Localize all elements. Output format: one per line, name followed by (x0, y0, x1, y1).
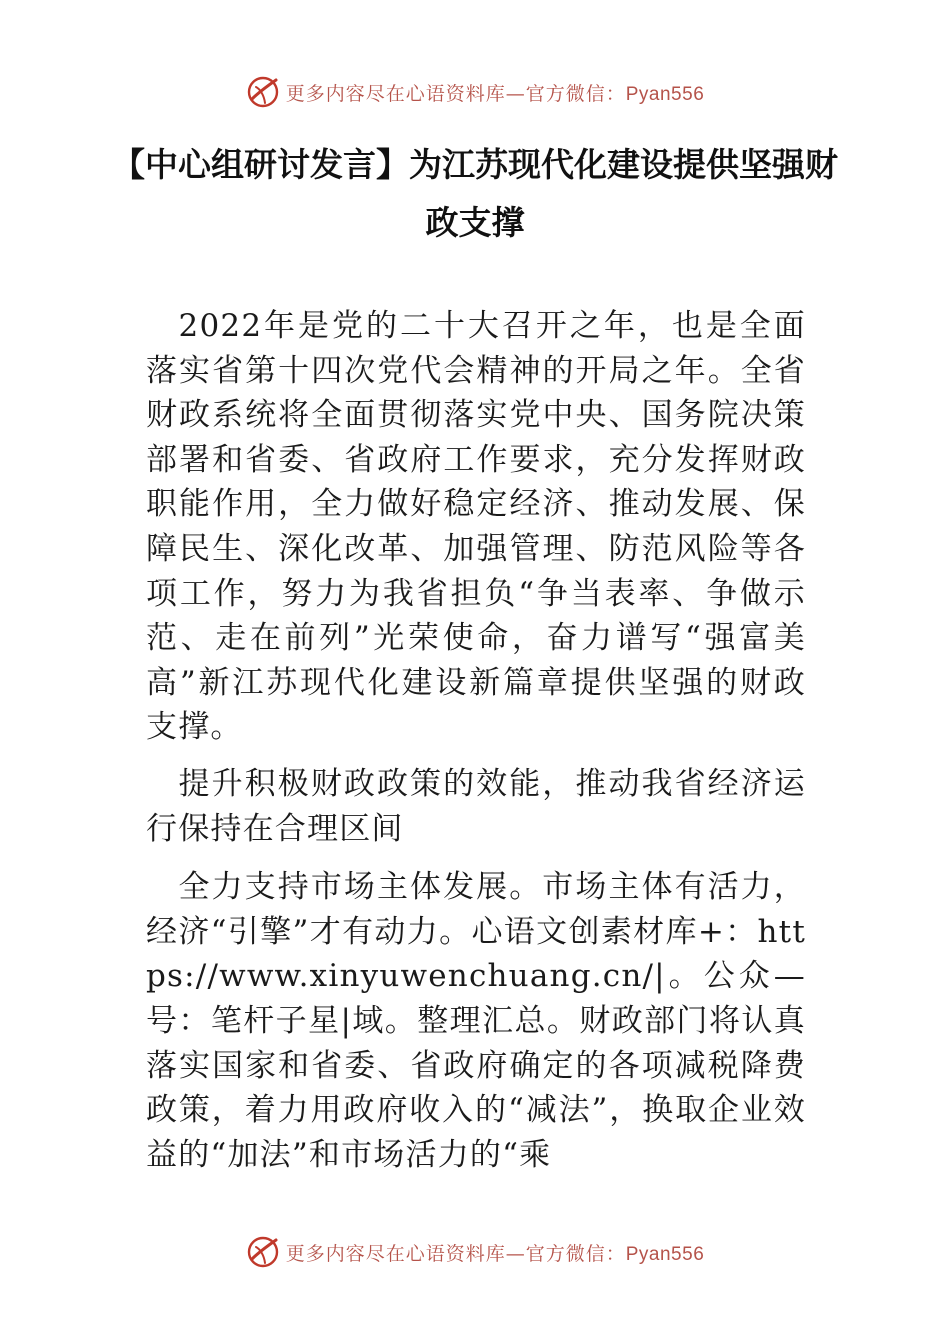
section-heading: 提升积极财政政策的效能，推动我省经济运行保持在合理区间 (146, 765, 806, 847)
paragraph-market-entities: 全力支持市场主体发展。市场主体有活力，经济“引擎”才有动力。心语文创素材库+：https://www.xinyuwenchuang.cn/|。公众—号：笔杆子星|域。整理汇总。财政部门将认真落实国家和省委、省政府确定的各项减税降费政策，着力用政府收入的“减法”，换取企业效益的“加法”和市场活力的“乘 (146, 869, 806, 1173)
brand-logo-icon (246, 75, 280, 109)
banner-text: 更多内容尽在心语资料库—官方微信：Pyan556 (285, 1242, 705, 1265)
paragraph-intro: 2022年是党的二十大召开之年，也是全面落实省第十四次党代会精神的开局之年。全省财政系统将全面贯彻落实党中央、国务院决策部署和省委、省政府工作要求，充分发挥财政职能作用，全力做好稳定经济、推动发展、保障民生、深化改革、加强管理、防范风险等各项工作，努力为我省担负“争当表率、争做示范、走在前列”光荣使命，奋力谱写“强富美高”新江苏现代化建设新篇章提供坚强的财政支撑。 (146, 308, 806, 746)
wechat-id: Pyan556 (625, 1243, 705, 1265)
footer-banner (0, 1232, 950, 1272)
document-title: 【中心组研讨发言】为江苏现代化建设提供坚强财政支撑 (112, 145, 838, 242)
wechat-id: Pyan556 (625, 83, 705, 105)
header-banner (0, 72, 950, 112)
document-body (146, 304, 806, 1177)
banner-text: 更多内容尽在心语资料库—官方微信：Pyan556 (285, 82, 705, 105)
brand-logo-icon (246, 1235, 280, 1269)
